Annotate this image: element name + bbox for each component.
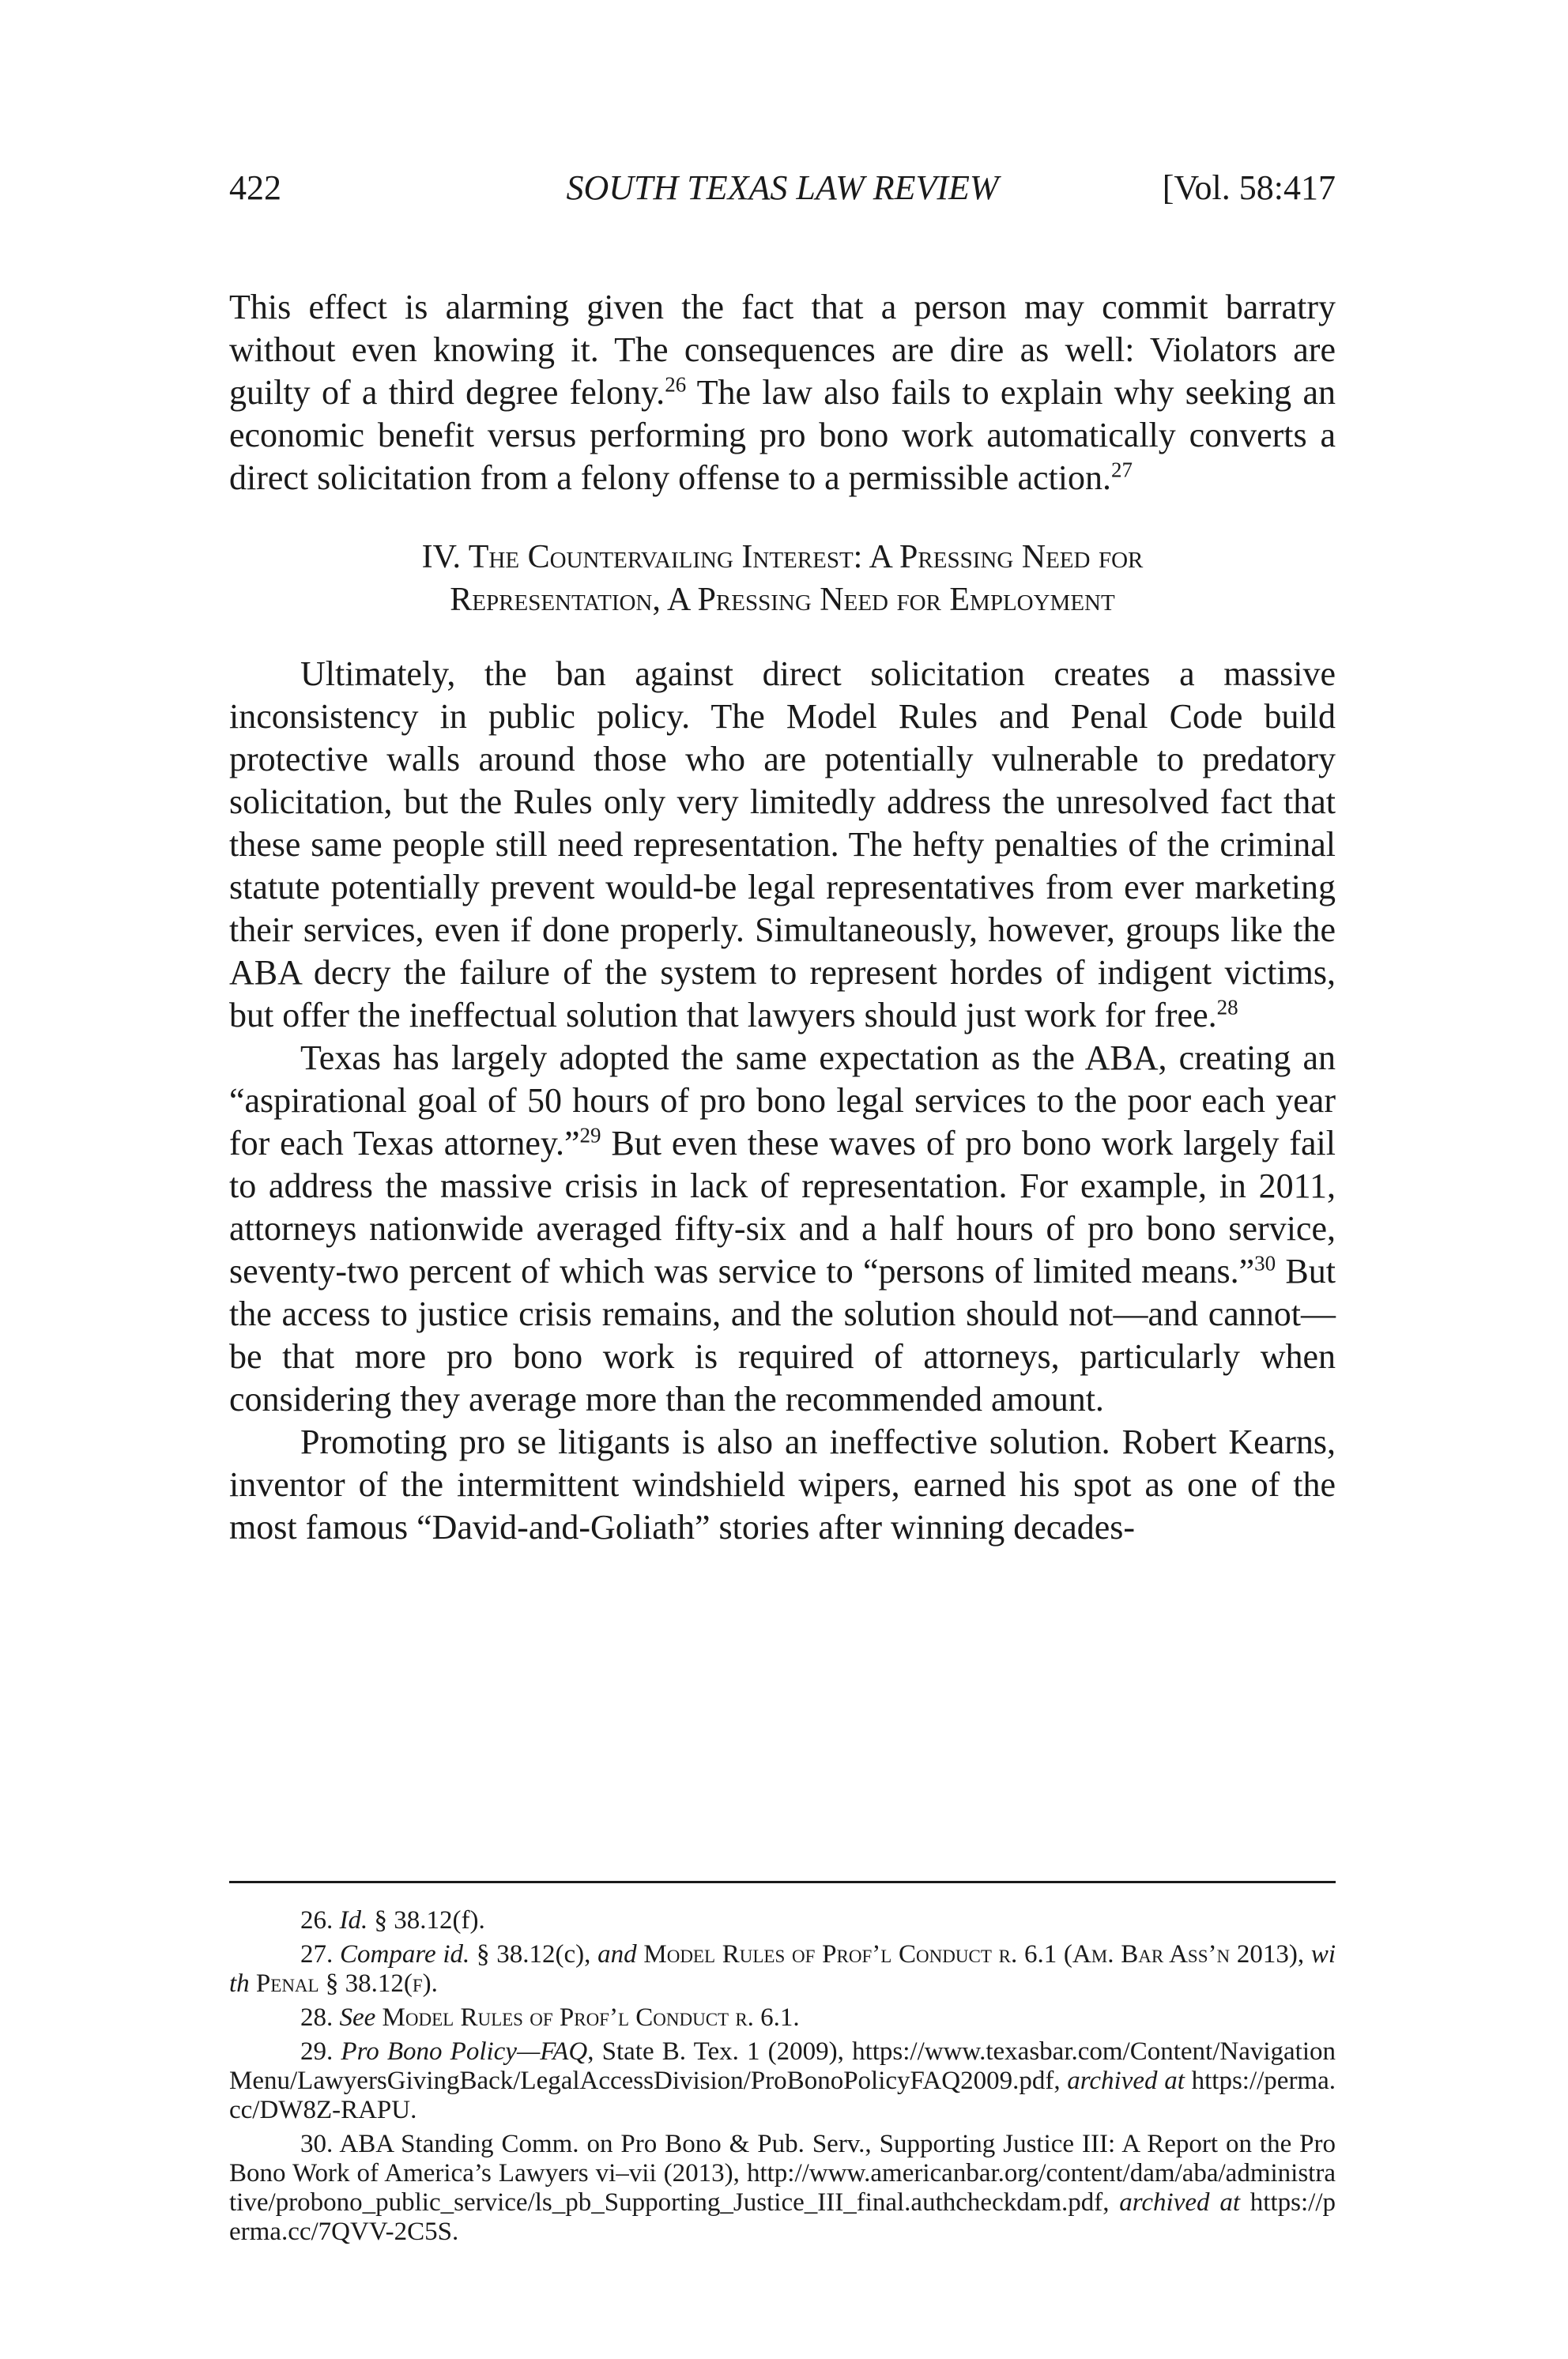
footnote-italic: Compare id. xyxy=(340,1940,470,1969)
footnote-ref-30: 30 xyxy=(1254,1251,1276,1276)
volume-citation: [Vol. 58:417 xyxy=(1162,168,1336,207)
footnote-text: https://perma.cc/DW8Z-RAPU. xyxy=(229,2067,1336,2124)
section-heading-line-2: Representation, A Pressing Need for Employment xyxy=(450,582,1115,618)
footnotes xyxy=(229,1906,1336,2252)
footnote-ref-27: 27 xyxy=(1110,458,1133,482)
footnote-text: Penal § 38.12(f). xyxy=(249,1969,438,1998)
footnote-26 xyxy=(229,1906,1336,1935)
footnote-italic: archived at xyxy=(1067,2067,1185,2095)
footnote-text: § 38.12(f). xyxy=(368,1906,485,1935)
paragraph-text: This effect is alarming given the fact that a person may commit barratry without even knowing it. The consequences are dire as well: Violators are guilty of a third degree felony. xyxy=(229,288,1336,412)
footnote-divider xyxy=(229,1881,1336,1883)
footnote-italic: Id. xyxy=(339,1906,368,1935)
paragraph-2 xyxy=(229,653,1336,1037)
footnote-text: https://perma.cc/7QVV-2C5S. xyxy=(229,2188,1336,2246)
footnote-28 xyxy=(229,2003,1336,2033)
paragraph-text: Texas has largely adopted the same expectation as the ABA, creating an “aspirational goal of 50 hours of pro bono legal services to the poor each year for each Texas attorney.” xyxy=(229,1038,1336,1163)
footnote-italic: and xyxy=(597,1940,637,1969)
paragraph-1 xyxy=(229,286,1336,499)
footnote-italic: with xyxy=(229,1940,1336,1998)
footnote-number: 29. xyxy=(300,2037,334,2066)
paragraph-text: But even these waves of pro bono work largely fail to address the massive crisis in lack of representation. For example, in 2011, attorneys nationwide averaged fifty-six and a half hours of pro bono service, seventy-two percent of which was service to “persons of limited means.” xyxy=(229,1124,1336,1291)
footnote-text: ABA Standing Comm. on Pro Bono & Pub. Serv., Supporting Justice III: A Report on the Pro Bono Work of America’s Lawyers vi–vii (2013), http://www.americanbar.org/content/dam/aba/administrative/probono_public_service/ls_pb_Supporting_Justice_III_final.authcheckdam.pdf, xyxy=(229,2130,1336,2217)
footnote-ref-28: 28 xyxy=(1216,995,1238,1019)
footnote-italic: See xyxy=(339,2003,376,2032)
paragraph-3 xyxy=(229,1037,1336,1421)
footnote-italic: Pro Bono Policy—FAQ xyxy=(341,2037,588,2066)
paragraph-text: The law also fails to explain why seeking an economic benefit versus performing pro bono work automatically converts a direct solicitation from a felony offense to a permissible action. xyxy=(229,373,1336,497)
footnote-number: 27. xyxy=(300,1940,334,1969)
footnote-text: Model Rules of Prof’l Conduct r. 6.1 (Am. Bar Ass’n 2013), xyxy=(636,1940,1311,1969)
footnote-number: 28. xyxy=(300,2003,334,2032)
footnote-italic: archived at xyxy=(1119,2188,1240,2217)
body-text xyxy=(229,286,1336,1549)
footnote-ref-29: 29 xyxy=(579,1123,601,1147)
footnote-number: 30. xyxy=(300,2130,334,2158)
footnote-text: , State B. Tex. 1 (2009), https://www.texasbar.com/Content/NavigationMenu/LawyersGivingBack/LegalAccessDivision/ProBonoPolicyFAQ2009.pdf, xyxy=(229,2037,1336,2095)
footnote-27 xyxy=(229,1940,1336,1999)
paragraph-text: Ultimately, the ban against direct solicitation creates a massive inconsistency in public policy. The Model Rules and Penal Code build protective walls around those who are potentially vulnerable to predatory solicitation, but the Rules only very limitedly address the unresolved fact that these same people still need representation. The hefty penalties of the criminal statute potentially prevent would-be legal representatives from ever marketing their services, even if done properly. Simultaneously, however, groups like the ABA decry the failure of the system to represent hordes of indigent victims, but offer the ineffectual solution that lawyers should just work for free. xyxy=(229,654,1336,1034)
running-head xyxy=(229,164,1336,212)
section-heading-line-1: IV. The Countervailing Interest: A Pressing Need for xyxy=(421,539,1144,575)
page-number: 422 xyxy=(229,168,281,207)
journal-title: SOUTH TEXAS LAW REVIEW xyxy=(566,168,999,207)
section-heading xyxy=(229,536,1336,621)
footnote-29 xyxy=(229,2037,1336,2125)
footnote-text: § 38.12(c), xyxy=(469,1940,598,1969)
paragraph-4 xyxy=(229,1421,1336,1549)
footnote-text: Model Rules of Prof’l Conduct r. 6.1. xyxy=(375,2003,800,2032)
paragraph-text: Promoting pro se litigants is also an ineffective solution. Robert Kearns, inventor of the intermittent windshield wipers, earned his spot as one of the most famous “David-and-Goliath” stories after winning decades- xyxy=(229,1423,1336,1547)
footnote-30 xyxy=(229,2130,1336,2247)
paragraph-text: But the access to justice crisis remains, and the solution should not—and cannot—be that more pro bono work is required of attorneys, particularly when considering they average more than the recommended amount. xyxy=(229,1252,1336,1419)
footnote-number: 26. xyxy=(300,1906,334,1935)
footnote-ref-26: 26 xyxy=(665,372,687,397)
